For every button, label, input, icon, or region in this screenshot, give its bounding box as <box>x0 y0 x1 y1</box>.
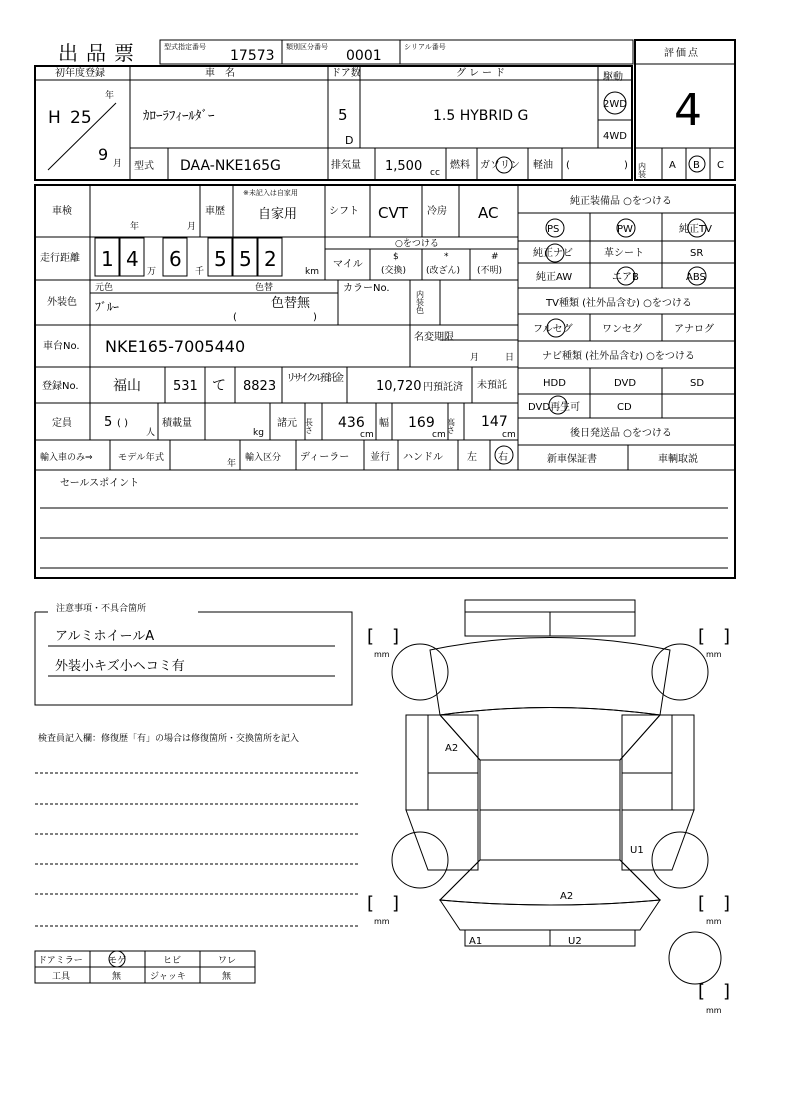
mirror-value: モゲ <box>108 956 127 966</box>
nav-item: CD <box>617 402 632 413</box>
notes-label: 注意事項・不具合箇所 <box>56 604 147 614</box>
equipment-item: ABS <box>686 272 706 283</box>
bracket-close: ] <box>723 981 731 1002</box>
mileage-attach: ○をつける <box>395 239 439 249</box>
mm-label: mm <box>706 1006 722 1015</box>
door-type: D <box>345 134 354 147</box>
reg-number: 8823 <box>243 379 277 394</box>
mileage-tamper-mark: * <box>444 252 449 262</box>
mileage-digit: 6 <box>169 247 182 271</box>
tv-item: アナログ <box>674 324 714 335</box>
mirror-label: ドアミラー <box>38 956 83 966</box>
bracket-open: [ <box>367 893 375 914</box>
interior-b: B <box>693 160 700 171</box>
bracket-open: [ <box>698 626 706 647</box>
car-name-label: 車 名 <box>205 68 235 79</box>
note-line: アルミホイールA <box>55 629 155 644</box>
inspection-year: 年 <box>130 222 140 232</box>
equipment-item: 純正ナビ <box>533 248 573 259</box>
measure-label: 諸元 <box>277 418 297 429</box>
equipment-item: 純正AW <box>536 272 573 283</box>
mileage-mile: マイル <box>333 259 363 270</box>
original-color: ﾌﾞﾙｰ <box>95 300 120 314</box>
handle-left: 左 <box>467 452 477 463</box>
category-label: 類別区分番号 <box>286 43 328 51</box>
capacity-unit: 人 <box>146 428 156 438</box>
mileage-exchange: (交換) <box>381 266 407 276</box>
jack-value: 無 <box>222 972 232 982</box>
history-label: 車歴 <box>205 206 225 217</box>
height-unit: cm <box>502 430 516 440</box>
height-label: 高さ <box>446 418 456 434</box>
displacement-label: 排気量 <box>331 160 361 171</box>
inspection-label: 車検 <box>52 206 72 217</box>
type-label: 型式 <box>134 161 154 172</box>
year-number: 25 <box>70 108 92 128</box>
mileage-digit: 2 <box>264 247 277 271</box>
sales-point-label: セールスポイント <box>60 478 140 489</box>
month-unit: 月 <box>113 159 123 169</box>
original-color-label: 元色 <box>95 283 114 293</box>
mm-label: mm <box>706 650 722 659</box>
damage-mark: A2 <box>560 891 574 902</box>
model-code: 17573 <box>230 48 275 64</box>
recycle-label: リサイクル預託金 <box>286 373 344 384</box>
fuel-diesel: 軽油 <box>533 160 553 171</box>
parallel: 並行 <box>370 452 390 463</box>
tool-value: 無 <box>112 972 122 982</box>
reg-label: 登録No. <box>42 381 79 392</box>
shaken-day: 日 <box>505 353 515 363</box>
width-label: 幅 <box>379 418 389 429</box>
bracket-close: ] <box>392 626 400 647</box>
load-label: 積載量 <box>162 418 192 429</box>
model-year-unit: 年 <box>227 459 237 469</box>
width: 169 <box>408 415 435 431</box>
bracket-open: [ <box>698 981 706 1002</box>
sheet-title: 出品票 <box>58 41 142 65</box>
nav-item: HDD <box>543 378 566 389</box>
break-label: ワレ <box>218 956 237 966</box>
capacity-paren: ( ) <box>117 418 128 429</box>
capacity: 5 <box>104 415 113 430</box>
mm-label: mm <box>706 917 722 926</box>
import-label: 輸入車のみ⇒ <box>40 453 93 463</box>
recycle-amount: 10,720 <box>376 379 422 394</box>
load-unit: kg <box>253 428 264 438</box>
bracket-close: ] <box>723 626 731 647</box>
mileage-sen: 千 <box>195 267 205 277</box>
equipment-item: PS <box>547 224 560 235</box>
fuel-label: 燃料 <box>450 160 470 171</box>
mileage-digit: 1 <box>101 247 114 271</box>
repaint-paren-open: ( <box>233 312 237 323</box>
mm-label: mm <box>374 917 390 926</box>
length: 436 <box>338 415 365 431</box>
recycle-paid: 円預託済 <box>423 382 463 393</box>
equipment-item: 純正TV <box>679 224 712 235</box>
bracket-open: [ <box>367 626 375 647</box>
mileage-man: 万 <box>147 267 157 277</box>
car-diagram <box>392 600 721 984</box>
width-unit: cm <box>432 430 446 440</box>
damage-mark: A1 <box>469 936 483 947</box>
model-code-label: 型式指定番号 <box>164 43 206 51</box>
category-number: 0001 <box>346 48 382 64</box>
interior-label: 内装 <box>637 162 647 178</box>
drive-2wd: 2WD <box>603 99 627 110</box>
bracket-close: ] <box>392 893 400 914</box>
grade: 1.5 HYBRID G <box>433 108 529 124</box>
mileage-exchange-mark: $ <box>393 252 399 262</box>
interior-a: A <box>669 160 676 171</box>
mileage-unknown: (不明) <box>477 266 503 276</box>
nav-title: ナビ種類 (社外品含む) ○をつける <box>542 351 695 362</box>
equipment-item: SR <box>690 248 704 259</box>
serial-label: シリアル番号 <box>404 43 446 51</box>
drive-4wd: 4WD <box>603 131 627 142</box>
model-year-label: モデル年式 <box>118 453 164 463</box>
month-number: 9 <box>98 145 109 164</box>
displacement: 1,500 <box>385 159 423 174</box>
mileage-digit: 5 <box>214 247 227 271</box>
score-label: 評価点 <box>664 48 700 59</box>
tv-item: ワンセグ <box>602 324 642 335</box>
chassis-label: 車台No. <box>43 341 80 352</box>
length-unit: cm <box>360 430 374 440</box>
mileage-tamper: (改ざん) <box>426 266 461 276</box>
shaken-month: 月 <box>470 353 480 363</box>
after-title: 後日発送品 ○をつける <box>570 428 672 439</box>
bracket-close: ] <box>723 893 731 914</box>
nav-item: DVD <box>614 378 637 389</box>
capacity-label: 定員 <box>52 418 72 429</box>
inspector-label: 検査員記入欄：修復歴「有」の場合は修復箇所・交換箇所を記入 <box>38 734 300 744</box>
after-item: 新車保証書 <box>547 454 597 465</box>
bracket-open: [ <box>698 893 706 914</box>
import-class-label: 輸入区分 <box>245 453 282 463</box>
fuel-paren-close: ) <box>624 160 628 171</box>
damage-mark: A2 <box>445 743 459 754</box>
damage-mark: U2 <box>568 936 582 947</box>
car-name: ｶﾛｰﾗﾌｨｰﾙﾀﾞｰ <box>143 109 215 124</box>
handle-label: ハンドル <box>403 452 443 463</box>
interior-c: C <box>717 160 724 171</box>
tool-label: 工具 <box>52 972 71 982</box>
ac-label: 冷房 <box>427 206 447 217</box>
color-no-label: カラーNo. <box>343 283 390 294</box>
mm-label: mm <box>374 650 390 659</box>
repaint-label: 色替 <box>255 283 274 293</box>
equipment-item: PW <box>617 224 633 235</box>
recycle-unpaid: 未預託 <box>477 380 507 391</box>
mileage-digit: 5 <box>239 247 252 271</box>
height: 147 <box>481 414 508 430</box>
reg-kana: て <box>212 378 226 394</box>
crack-label: ヒビ <box>163 956 182 966</box>
mileage-unknown-mark: # <box>491 252 499 262</box>
shift-label: シフト <box>329 206 359 217</box>
inspection-month: 月 <box>187 222 197 232</box>
chassis-number: NKE165-7005440 <box>105 337 246 356</box>
vehicle-type: DAA-NKE165G <box>180 158 281 174</box>
shift: CVT <box>378 204 408 222</box>
handle-right: 右 <box>498 452 508 463</box>
damage-mark: U1 <box>630 845 644 856</box>
tv-item: フルセグ <box>533 324 573 335</box>
mileage-label: 走行距離 <box>40 253 80 264</box>
shaken-label: 名変期限 <box>414 332 454 343</box>
score-value: 4 <box>674 85 702 136</box>
displacement-unit: cc <box>430 168 440 178</box>
note-line: 外装小キズ小ヘコミ有 <box>55 659 185 674</box>
equipment-title: 純正装備品 ○をつける <box>570 196 672 207</box>
grade-label: グレード <box>456 68 508 79</box>
history-note: ※未記入は自家用 <box>243 189 298 197</box>
equipment-item: 革シート <box>604 248 644 259</box>
mileage-km: km <box>305 267 319 277</box>
interior-color-label: 内装色 <box>415 290 425 314</box>
drive-label: 駆動 <box>603 72 623 83</box>
repaint-paren-close: ) <box>313 312 317 323</box>
nav-item: DVD再生可 <box>528 402 581 413</box>
length-label: 長さ <box>304 418 314 434</box>
after-item: 車輌取説 <box>658 454 698 465</box>
mileage-digit: 4 <box>126 247 139 271</box>
doors: 5 <box>338 106 348 124</box>
equipment-item: エアB <box>612 272 639 283</box>
first-reg-label: 初年度登録 <box>55 68 105 79</box>
era: H <box>48 108 61 128</box>
fuel-paren-open: ( <box>566 160 570 171</box>
ac: AC <box>478 204 499 222</box>
nav-item: SD <box>690 378 705 389</box>
history: 自家用 <box>258 207 298 222</box>
fuel-gasoline: ガソリン <box>480 160 520 171</box>
reg-area: 福山 <box>113 378 141 394</box>
jack-label: ジャッキ <box>150 972 186 982</box>
year-unit: 年 <box>105 91 115 101</box>
color-label: 外装色 <box>47 297 77 308</box>
reg-class: 531 <box>173 379 198 394</box>
tv-title: TV種類 (社外品含む) ○をつける <box>546 298 692 309</box>
doors-label: ドア数 <box>331 68 361 79</box>
dealer: ディーラー <box>300 452 350 463</box>
repaint: 色替無 <box>271 296 311 311</box>
